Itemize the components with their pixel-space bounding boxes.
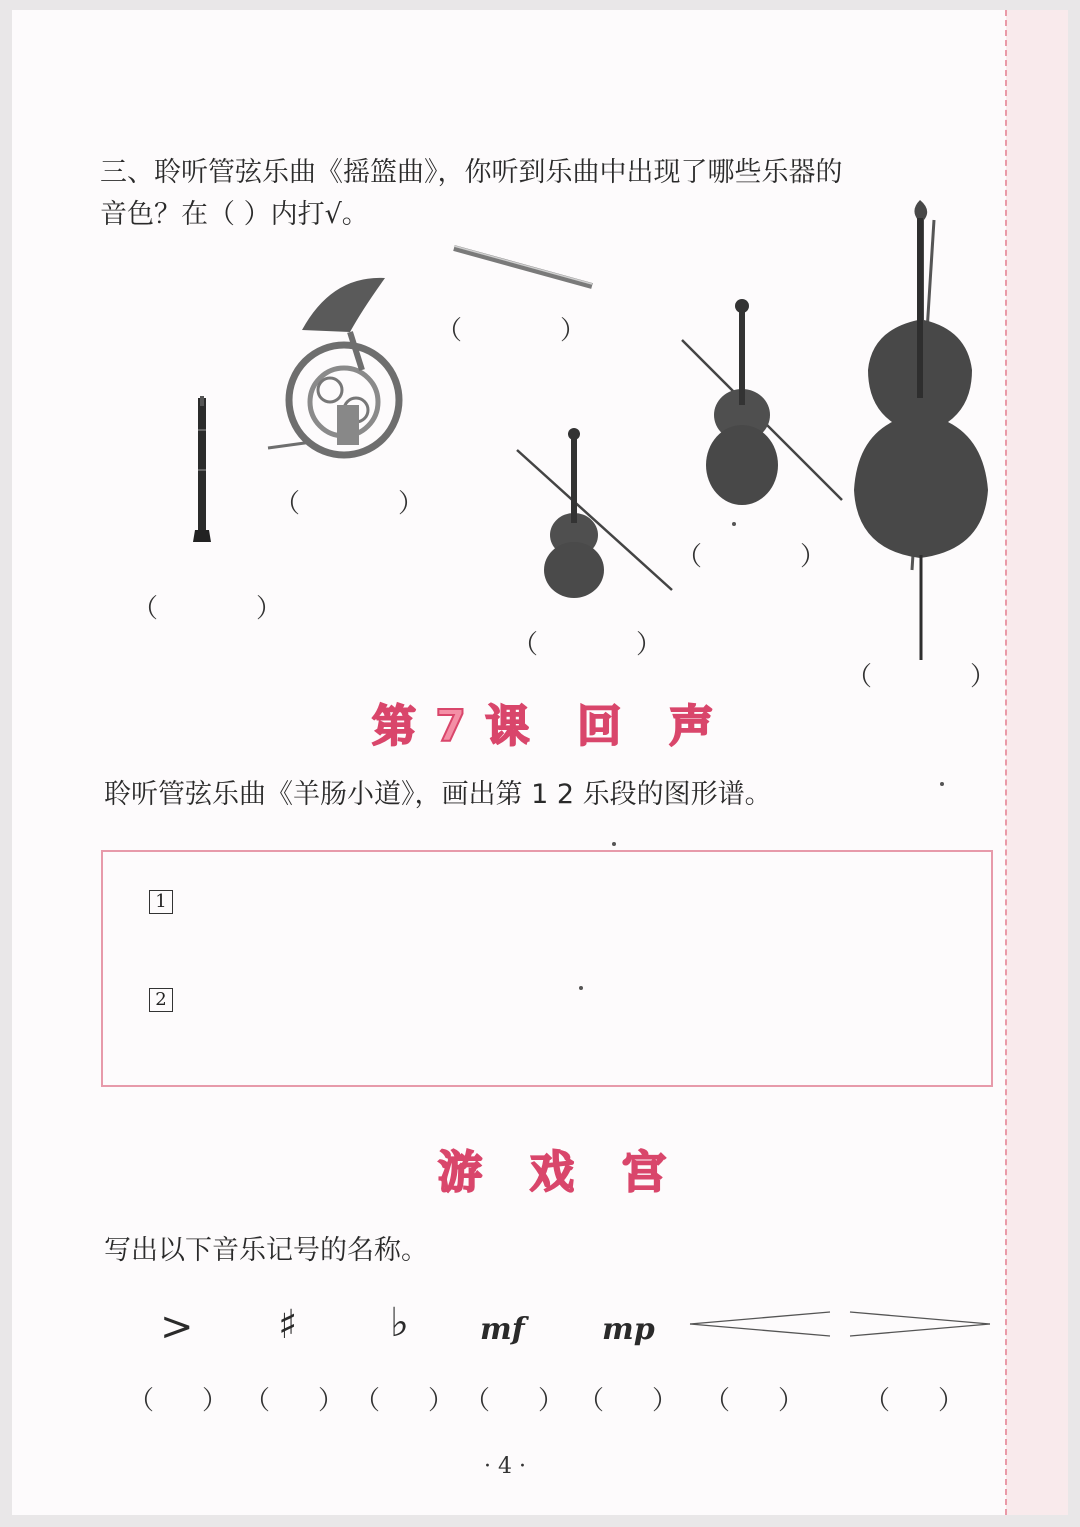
symbol-1-answer-parens[interactable] [128, 1380, 228, 1417]
paren-open: （ [704, 1386, 731, 1416]
paren-close: ） [937, 1386, 964, 1416]
game-heading: 游 戏 宫 [438, 1147, 668, 1198]
paren-close: ） [537, 1386, 564, 1416]
violin-icon [517, 428, 672, 598]
paren-open: （ [676, 542, 703, 572]
paren-open: （ [128, 1386, 155, 1416]
clarinet-icon [193, 396, 211, 542]
paren-close: ） [635, 630, 662, 660]
accent-icon: > [160, 1304, 194, 1350]
question-3-line-1: 三、聆听管弦乐曲《摇篮曲》，你听到乐曲中出现了哪些乐器的 [100, 157, 843, 188]
paren-close: ） [255, 594, 282, 624]
cello-icon [854, 200, 988, 660]
flat-icon: ♭ [390, 1300, 409, 1346]
paren-open: （ [354, 1386, 381, 1416]
game-instruction: 写出以下音乐记号的名称。 [104, 1235, 428, 1266]
hairpin-symbols [688, 1308, 998, 1340]
scan-speck [940, 782, 944, 786]
page-number: · 4 · [484, 1454, 526, 1479]
scan-speck [612, 842, 616, 846]
sharp-icon: ♯ [278, 1302, 298, 1348]
paren-close: ） [799, 542, 826, 572]
diminuendo-hairpin-icon [690, 1312, 830, 1336]
crescendo-hairpin-icon [850, 1312, 990, 1336]
paren-open: （ [864, 1386, 891, 1416]
symbol-3-answer-parens[interactable] [354, 1380, 454, 1417]
symbol-2-answer-parens[interactable] [244, 1380, 344, 1417]
paren-open: （ [274, 489, 301, 519]
symbol-6-answer-parens[interactable] [704, 1380, 804, 1417]
graphic-score-drawing-area[interactable] [101, 850, 993, 1087]
mezzo-forte-icon: mf [480, 1312, 525, 1347]
lesson-7-instruction: 聆听管弦乐曲《羊肠小道》，画出第 1 2 乐段的图形谱。 [104, 779, 772, 810]
violin-answer-parens[interactable] [512, 624, 662, 661]
symbol-5-answer-parens[interactable] [578, 1380, 678, 1417]
paren-close: ） [427, 1386, 454, 1416]
cello-answer-parens[interactable] [846, 656, 996, 693]
paren-open: （ [132, 594, 159, 624]
paren-close: ） [651, 1386, 678, 1416]
section-2-label: 2 [149, 988, 173, 1012]
horn-answer-parens[interactable] [274, 483, 424, 520]
paren-open: （ [436, 316, 463, 346]
flute-icon [454, 246, 592, 286]
paren-open: （ [578, 1386, 605, 1416]
french-horn-icon [268, 278, 399, 455]
paren-close: ） [777, 1386, 804, 1416]
paren-open: （ [846, 662, 873, 692]
paren-open: （ [464, 1386, 491, 1416]
symbol-7-answer-parens[interactable] [864, 1380, 964, 1417]
paren-close: ） [201, 1386, 228, 1416]
lesson-7-heading: 第 7 课 回 声 [372, 701, 716, 752]
section-1-label: 1 [149, 890, 173, 914]
paren-close: ） [397, 489, 424, 519]
question-3-line-2: 音色？在（ ）内打√。 [100, 199, 369, 230]
viola-icon [682, 299, 842, 505]
paren-close: ） [559, 316, 586, 346]
paren-close: ） [317, 1386, 344, 1416]
scan-speck [732, 522, 736, 526]
mezzo-piano-icon: mp [602, 1312, 655, 1347]
flute-answer-parens[interactable] [436, 310, 586, 347]
paren-close: ） [969, 662, 996, 692]
clarinet-answer-parens[interactable] [132, 588, 282, 625]
paren-open: （ [244, 1386, 271, 1416]
workbook-page [12, 10, 1068, 1515]
symbol-4-answer-parens[interactable] [464, 1380, 564, 1417]
paren-open: （ [512, 630, 539, 660]
scan-speck [579, 986, 583, 990]
viola-answer-parens[interactable] [676, 536, 826, 573]
